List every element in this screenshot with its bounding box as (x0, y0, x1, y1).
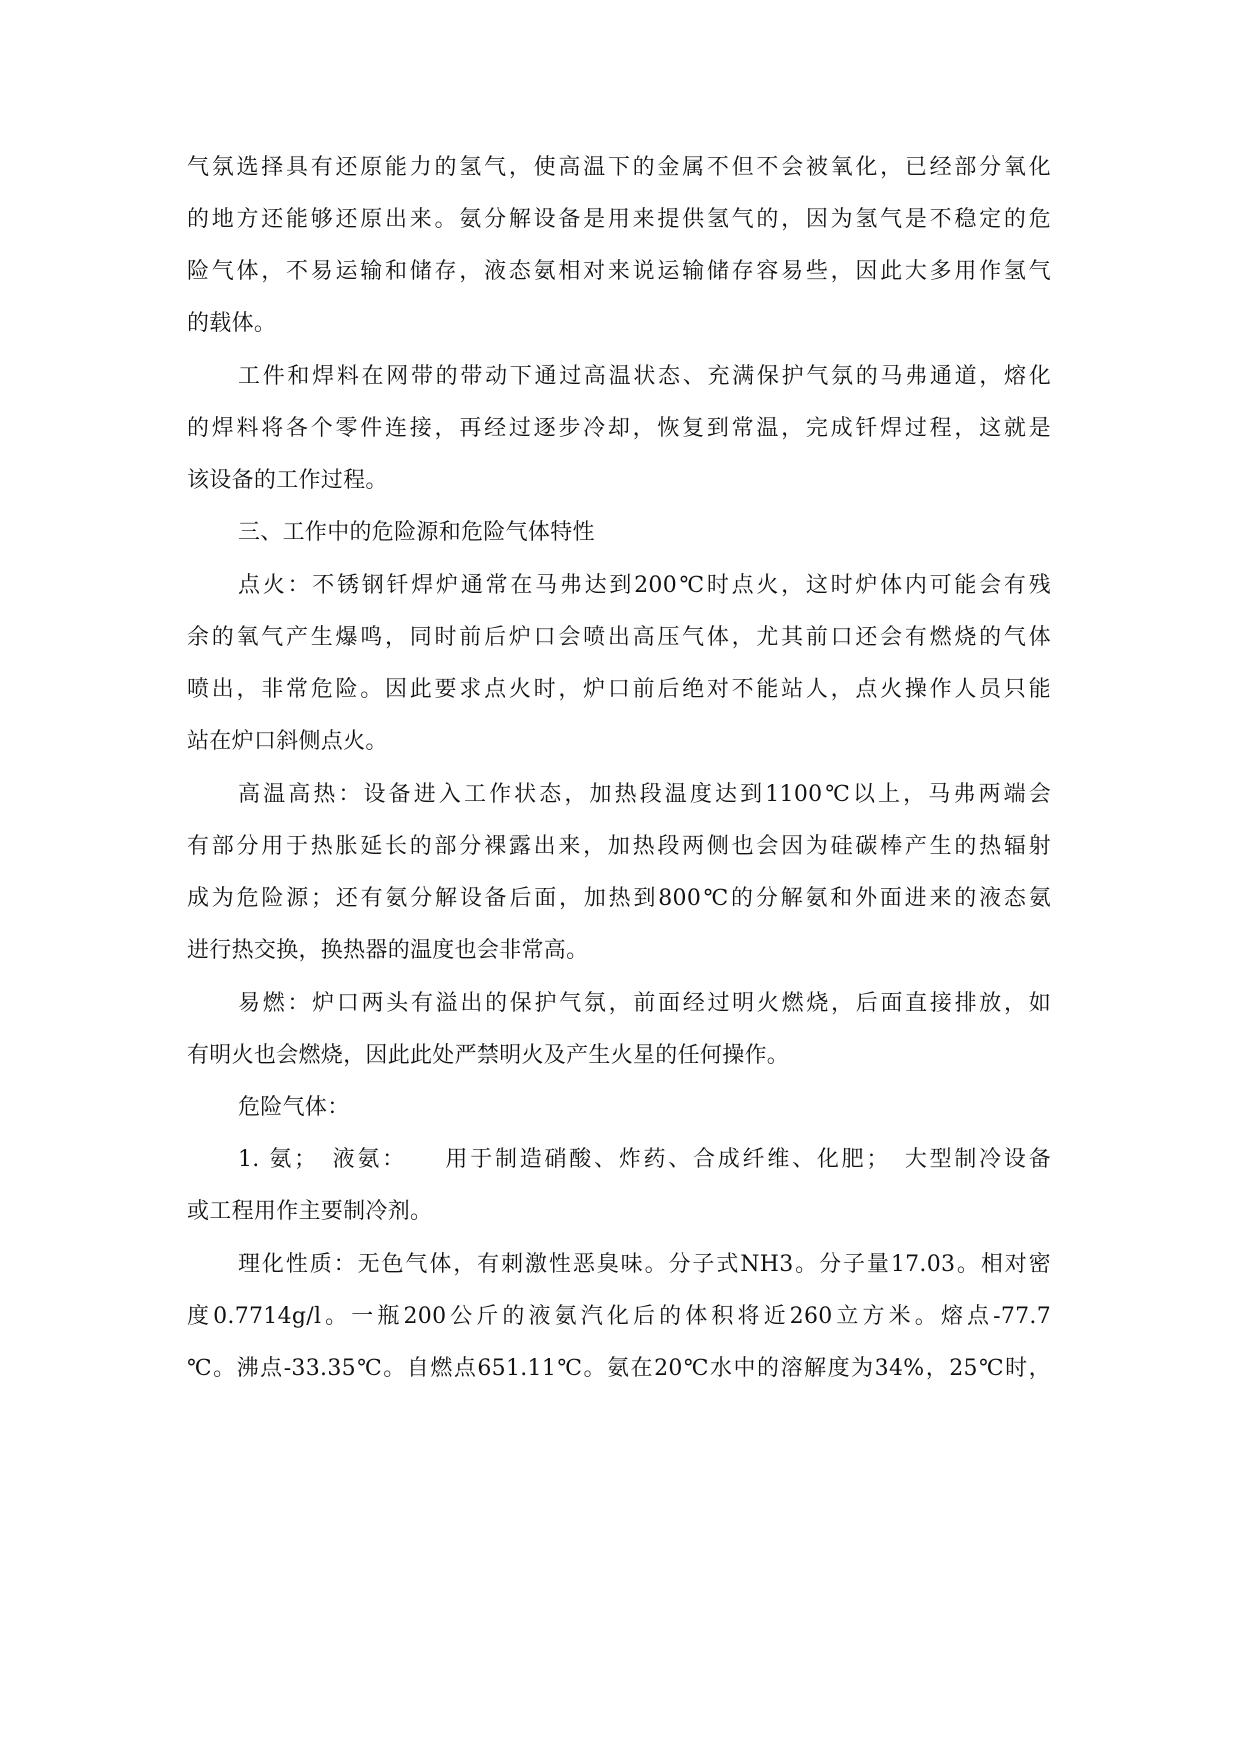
text-line-24: ℃。沸点-33.35℃。自燃点651.11℃。氨在20℃水中的溶解度为34%，25℃时， (187, 1356, 1051, 1381)
text-line-10: 余的氧气产生爆鸣，同时前后炉口会喷出高压气体，尤其前口还会有燃烧的气体 (187, 625, 1051, 650)
section-heading: 三、工作中的危险源和危险气体特性 (238, 520, 595, 545)
text-line-14: 有部分用于热胀延长的部分裸露出来，加热段两侧也会因为硅碳棒产生的热辐射 (187, 834, 1051, 859)
text-line-5: 工件和焊料在网带的带动下通过高温状态、充满保护气氛的马弗通道，熔化 (238, 364, 1051, 389)
text-line-19: 危险气体： (238, 1095, 350, 1120)
text-line-4: 的载体。 (187, 311, 277, 336)
text-line-22: 理化性质：无色气体，有刺激性恶臭味。分子式NH3。分子量17.03。相对密 (238, 1252, 1051, 1277)
text-line-9: 点火：不锈钢钎焊炉通常在马弗达到200℃时点火，这时炉体内可能会有残 (238, 573, 1051, 598)
text-line-15: 成为危险源；还有氨分解设备后面，加热到800℃的分解氨和外面进来的液态氨 (187, 886, 1051, 911)
text-line-13: 高温高热：设备进入工作状态，加热段温度达到1100℃以上，马弗两端会 (238, 782, 1051, 807)
text-line-3: 险气体，不易运输和储存，液态氨相对来说运输储存容易些，因此大多用作氢气 (187, 259, 1051, 284)
text-line-11: 喷出，非常危险。因此要求点火时，炉口前后绝对不能站人，点火操作人员只能 (187, 677, 1051, 702)
text-line-21: 或工程用作主要制冷剂。 (187, 1199, 433, 1224)
text-line-1: 气氛选择具有还原能力的氢气，使高温下的金属不但不会被氧化，已经部分氧化 (187, 155, 1051, 180)
text-line-6: 的焊料将各个零件连接，再经过逐步冷却，恢复到常温，完成钎焊过程，这就是 (187, 416, 1051, 441)
text-line-20: 1. 氨； 液氨： 用于制造硝酸、炸药、合成纤维、化肥； 大型制冷设备 (238, 1147, 1051, 1172)
text-line-23: 度0.7714g/l。一瓶200公斤的液氨汽化后的体积将近260立方米。熔点-77.7 (187, 1304, 1051, 1329)
text-line-12: 站在炉口斜侧点火。 (187, 729, 388, 754)
text-line-2: 的地方还能够还原出来。氨分解设备是用来提供氢气的，因为氢气是不稳定的危 (187, 207, 1051, 232)
text-line-18: 有明火也会燃烧，因此此处严禁明火及产生火星的任何操作。 (187, 1043, 790, 1068)
text-line-17: 易燃：炉口两头有溢出的保护气氛，前面经过明火燃烧，后面直接排放，如 (238, 991, 1051, 1016)
text-line-7: 该设备的工作过程。 (187, 468, 388, 493)
text-line-16: 进行热交换，换热器的温度也会非常高。 (187, 938, 589, 963)
